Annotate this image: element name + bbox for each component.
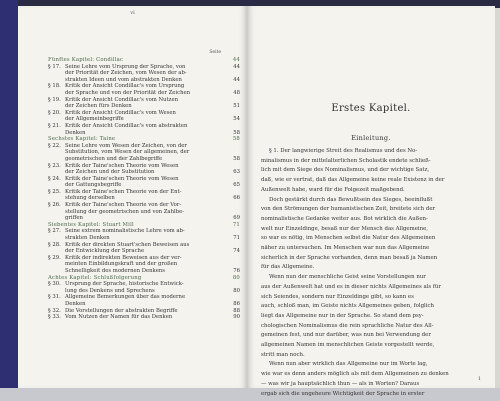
toc-entry-text: Kritik der direkten Stuart'schen Beweisen aus bbox=[65, 241, 190, 248]
toc-page-number: 44 bbox=[233, 76, 240, 83]
toc-entry-row bbox=[48, 83, 226, 90]
toc-chapter-row bbox=[48, 221, 240, 229]
toc-entry-row bbox=[48, 89, 240, 97]
toc-entry-row bbox=[48, 281, 226, 288]
toc-entry-text: meinten Einbildungskraft und der großen bbox=[65, 261, 178, 268]
text-line: näher zu untersuchen. Im Menschen war nun das Allgemeine bbox=[261, 245, 430, 252]
toc-chapter-row bbox=[48, 57, 240, 64]
toc-page-number: 65 bbox=[233, 182, 240, 189]
text-line: Außenwelt habe, ward für die Folgezeit maßgebend. bbox=[261, 186, 405, 193]
toc-entry-text: Kritik der Taine'schen Theorie von der Vor- bbox=[65, 202, 182, 209]
toc-entry-text: Denken bbox=[65, 300, 86, 307]
toc-entry-row bbox=[48, 261, 226, 268]
toc-entry-row bbox=[48, 300, 240, 308]
toc-entry-row bbox=[48, 287, 240, 295]
toc-paragraph-number: § 33. bbox=[48, 314, 61, 321]
toc-paragraph-number: § 26. bbox=[48, 202, 61, 209]
book-cover-spine bbox=[0, 0, 18, 401]
toc-paragraph-number: § 29. bbox=[48, 254, 61, 261]
toc-entry-text: Kritik der Taine'schen Theorie vom Wesen bbox=[65, 175, 179, 182]
toc-entry-text: griffen bbox=[65, 215, 83, 222]
text-line: so war es nötig, im Menschen selbst die Natur des Allgemeinen bbox=[261, 235, 436, 242]
toc-paragraph-number: § 21. bbox=[48, 122, 61, 129]
toc-page-number: 58 bbox=[232, 136, 240, 143]
toc-entry-row bbox=[48, 176, 226, 183]
toc-entry-text: Substitution, vom Wesen der allgemeinen, der bbox=[65, 149, 190, 156]
toc-paragraph-number: § 20. bbox=[48, 109, 61, 116]
toc-entry-row bbox=[48, 143, 226, 150]
toc-entry-text: lung des Denkens und Sprechens bbox=[65, 287, 155, 294]
text-line: stritt man noch. bbox=[261, 351, 305, 358]
toc-entry-row bbox=[48, 307, 240, 315]
toc-entry-row bbox=[48, 182, 240, 189]
page-stack-edge bbox=[495, 8, 500, 388]
toc-page-number: 66 bbox=[233, 195, 240, 202]
toc-entry-text: Seine Lehre vom Ursprung der Sprache, von bbox=[65, 63, 186, 70]
toc-paragraph-number: § 22. bbox=[48, 142, 61, 149]
toc-entry-row bbox=[48, 248, 240, 255]
toc-entry-text: Kritik der Ansicht Condillac's vom Ursprung bbox=[65, 83, 185, 90]
toc-entry-text: Kritik der Taine'schen Theorie vom Wesen bbox=[65, 162, 179, 169]
toc-paragraph-number: § 25. bbox=[48, 188, 61, 195]
toc-entry-row bbox=[48, 215, 240, 222]
text-line: wie war es denn anders möglich als mit dem Allgemeinen zu denken bbox=[261, 371, 449, 378]
toc-entry-row bbox=[48, 209, 226, 216]
text-line: gemeinen fest, und nur darüber, was nun bei Verwendung der bbox=[261, 332, 431, 339]
section-subtitle: Einleitung. bbox=[351, 134, 391, 142]
toc-paragraph-number: § 28. bbox=[48, 241, 61, 248]
toc-entry-text: Siebentes Kapitel: Stuart Mill bbox=[48, 221, 134, 228]
toc-entry-text: der Sprache und von der Priorität der Zeichen bbox=[65, 89, 191, 96]
toc-entry-text: Vom Nutzen der Namen für das Denken bbox=[65, 314, 173, 321]
toc-page-number: 74 bbox=[233, 248, 240, 255]
toc-entry-text: der Zeichen und der Substitution bbox=[65, 169, 155, 176]
toc-entry-text: geometrischen und der Zahlbegriffe bbox=[65, 155, 163, 162]
toc-entry-text: Ursprung der Sprache, historische Entwick- bbox=[65, 281, 184, 288]
toc-entry-text: Kritik der Ansicht Condillac's vom Nutzen bbox=[65, 96, 178, 103]
toc-entry-row bbox=[48, 242, 226, 249]
toc-page-number: 58 bbox=[233, 129, 240, 136]
toc-entry-row bbox=[48, 103, 240, 110]
toc-paragraph-number: § 30. bbox=[48, 281, 61, 288]
toc-page-number: 71 bbox=[232, 221, 240, 228]
toc-entry-row bbox=[48, 155, 240, 163]
toc-entry-text: Denken bbox=[65, 129, 86, 136]
toc-entry-row bbox=[48, 169, 240, 176]
toc-entry-text: Kritik der Ansicht Condillac's vom abstrakten bbox=[65, 122, 188, 129]
right-page-number: 1 bbox=[477, 376, 481, 382]
toc-entry-text: Achtes Kapitel: Schlußfolgerung bbox=[48, 274, 142, 281]
toc-page-number: 80 bbox=[233, 287, 240, 294]
text-line: von den Strömungen der humanistischen Zeit, breitete sich der bbox=[261, 206, 436, 213]
toc-entry-row bbox=[48, 116, 240, 123]
text-line: liegt das Allgemeine nur in der Sprache. So stand dem psy- bbox=[261, 312, 424, 319]
toc-entry-row bbox=[48, 149, 226, 156]
text-line: Wenn nun der menschliche Geist seine Vorstellungen nur bbox=[269, 274, 426, 281]
toc-entry-text: Die Vorstellungen der abstrakten Begriffe bbox=[65, 307, 178, 314]
toc-entry-text: der Allgemeinbegriffe bbox=[65, 116, 124, 123]
toc-paragraph-number: § 27. bbox=[48, 228, 61, 235]
text-line: § 1. Der langwierige Streit des Realismus und des No- bbox=[269, 148, 418, 154]
text-line: für das Allgemeine. bbox=[261, 264, 315, 271]
text-line: — was wir ja hauptsächlich thun — als in Worten? Daraus bbox=[261, 380, 420, 387]
toc-paragraph-number: § 23. bbox=[48, 162, 61, 169]
toc-page-number: 51 bbox=[233, 103, 240, 110]
toc-entry-row bbox=[48, 163, 226, 170]
toc-paragraph-number: § 19. bbox=[48, 96, 61, 103]
toc-entry-text: der Gattungsbegriffe bbox=[65, 182, 122, 189]
toc-entry-row bbox=[48, 123, 226, 130]
toc-entry-text: der Entwicklung der Sprache bbox=[65, 248, 145, 255]
text-line: lich mit dem Siege des Nominalismus, und der wichtige Satz, bbox=[261, 167, 430, 174]
text-line: sicherlich in der Sprache vorhanden, denn man besaß ja Namen bbox=[261, 254, 438, 261]
toc-page-number: 63 bbox=[233, 169, 240, 176]
toc-entry-row bbox=[48, 110, 226, 117]
toc-entry-text: Kritik der indirekten Beweisen aus der ver- bbox=[65, 254, 182, 261]
toc-paragraph-number: § 24. bbox=[48, 175, 61, 182]
toc-paragraph-number: § 32. bbox=[48, 307, 61, 314]
toc-entry-text: der Zeichen fürs Denken bbox=[65, 103, 132, 110]
toc-entry-text: Fünftes Kapitel: Condillac bbox=[48, 57, 124, 63]
toc-page-number: 44 bbox=[233, 63, 240, 70]
toc-page-number: 58 bbox=[233, 155, 240, 162]
toc-paragraph-number: § 31. bbox=[48, 294, 61, 301]
toc-entry-text: Schnelligkeit des modernen Denkens bbox=[65, 268, 165, 274]
toc-page-number: 86 bbox=[233, 300, 240, 307]
left-page-number: vi bbox=[130, 10, 135, 16]
toc-entry-row bbox=[48, 228, 226, 235]
toc-entry-row bbox=[48, 97, 226, 104]
toc-page-number: 54 bbox=[233, 116, 240, 123]
text-line: minalismus in der mittelalterlichen Scholastik endete schließ- bbox=[261, 157, 431, 164]
text-line: aus der Außenwelt hat und es in dieser nichts Allgemeines als für bbox=[261, 283, 441, 290]
text-line: ergab sich die ungeheure Wichtigkeit der Sprache in erster bbox=[261, 390, 425, 397]
toc-entry-text: strakten Ideen und vom abstrakten Denken bbox=[65, 76, 182, 83]
toc-entry-row bbox=[48, 202, 226, 209]
toc-paragraph-number: § 17. bbox=[48, 63, 61, 70]
toc-entry-row bbox=[48, 195, 240, 202]
toc-entry-text: Seine Lehre vom Wesen der Zeichen, von der bbox=[65, 142, 187, 149]
toc-page-number: 48 bbox=[233, 89, 240, 96]
toc-page-number: 69 bbox=[233, 215, 240, 222]
toc-page-number: 80 bbox=[232, 274, 240, 281]
text-line: nominalistische Gedanke weiter aus. Bot wirklich die Außen- bbox=[261, 215, 428, 222]
text-line: allgemeinen Namen im menschlichen Geiste vorgestellt werde, bbox=[261, 342, 435, 349]
toc-entry-row bbox=[48, 235, 240, 242]
toc-page-number: 90 bbox=[233, 314, 240, 321]
text-line: auch, schloß man, im Geiste nichts Allgemeines geben, folglich bbox=[261, 303, 434, 310]
toc-entry-row bbox=[48, 268, 240, 275]
toc-entry-text: strakten Denken bbox=[65, 235, 110, 242]
toc-entry-row bbox=[48, 129, 240, 137]
toc-entry-text: stellung der geometrischen und von Zahlbe- bbox=[65, 208, 184, 215]
toc-entry-text: Kritik der Ansicht Condillac's vom Wesen bbox=[65, 109, 176, 116]
toc-entry-text: Sechstes Kapitel: Taine bbox=[48, 136, 116, 143]
toc-entry-row bbox=[48, 76, 240, 84]
toc-page-number: 76 bbox=[233, 268, 240, 274]
toc-entry-row bbox=[48, 63, 240, 71]
body-text bbox=[261, 147, 483, 399]
toc-entry-row bbox=[48, 314, 240, 321]
toc-entry-text: Seine extrem nominalistische Lehre vom ab- bbox=[65, 228, 185, 235]
left-page bbox=[18, 6, 247, 388]
text-line: sich Seiendes, sondern nur Einzeldinge gibt, so kann es bbox=[261, 293, 414, 300]
text-line: Doch gestärkt durch das Bewußtsein des Sieges, beeinflußt bbox=[269, 196, 433, 203]
toc-entry-text: stehung derselben bbox=[65, 195, 115, 202]
toc-chapter-row bbox=[48, 136, 240, 143]
text-line: Wenn nun aber wirklich das Allgemeine nur im Worte lag, bbox=[269, 361, 428, 368]
toc-entry-text: der Priorität der Zeichen, vom Wesen der ab- bbox=[65, 70, 187, 77]
toc-chapter-row bbox=[48, 274, 240, 282]
toc-page-number: 88 bbox=[233, 307, 240, 314]
toc-entry-row bbox=[48, 294, 226, 301]
text-line: daß, wie er vertrat, daß das Allgemeine keine reale Existenz in der bbox=[261, 177, 445, 184]
text-line: welt nur Einzeldinge, besaß nur der Mensch das Allgemeine, bbox=[261, 225, 429, 232]
toc-entry-text: Allgemeine Bemerkungen über das moderne bbox=[65, 294, 186, 301]
toc-page-number: 44 bbox=[232, 57, 240, 63]
toc-paragraph-number: § 18. bbox=[48, 83, 61, 90]
toc-entry-text: Kritik der Taine'schen Theorie von der Ent- bbox=[65, 188, 182, 195]
toc-entry-row bbox=[48, 189, 226, 196]
right-page bbox=[247, 6, 495, 397]
toc-page-number: 71 bbox=[233, 235, 240, 242]
text-line: chologischen Nominalismus die rein sprachliche Natur des All- bbox=[261, 322, 434, 329]
toc-entry-row bbox=[48, 70, 226, 77]
toc-column-header: Seite bbox=[209, 50, 221, 55]
chapter-title: Erstes Kapitel. bbox=[331, 103, 411, 114]
table-of-contents bbox=[48, 57, 240, 321]
toc-entry-row bbox=[48, 255, 226, 262]
